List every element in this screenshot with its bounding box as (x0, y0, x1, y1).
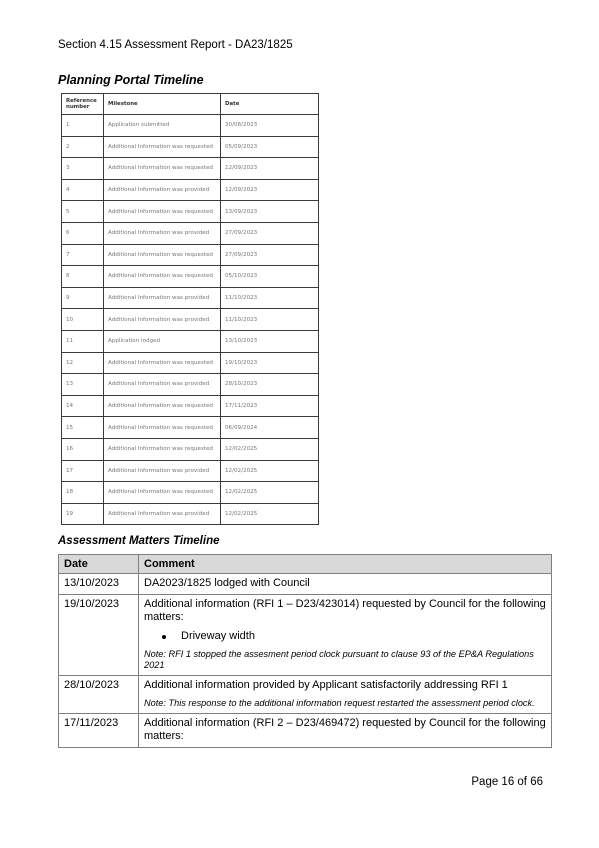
cell-milestone: Additional Information was requested (104, 266, 221, 288)
cell-ref: 19 (62, 503, 104, 525)
cell-ref: 3 (62, 158, 104, 180)
cell-milestone: Additional Information was provided (104, 460, 221, 482)
cell-date: 28/10/2023 (221, 374, 319, 396)
note-text: Note: This response to the additional information request restarted the assessment period clock. (144, 698, 535, 708)
cell-milestone: Additional Information was requested (104, 438, 221, 460)
table-row (62, 266, 319, 288)
cell-milestone: Additional Information was provided (104, 222, 221, 244)
cell-ref: 2 (62, 136, 104, 158)
table-row (62, 482, 319, 504)
table-row (59, 714, 552, 748)
col-header-date: Date (59, 555, 139, 574)
cell-date: 12/02/2025 (221, 438, 319, 460)
cell-date: 13/10/2023 (221, 330, 319, 352)
cell-milestone: Application submitted (104, 115, 221, 137)
table-row (62, 115, 319, 137)
cell-ref: 12 (62, 352, 104, 374)
col-header-date: Date (221, 94, 319, 115)
table-row (59, 676, 552, 714)
table-row (62, 503, 319, 525)
cell-date: 17/11/2023 (221, 395, 319, 417)
cell-milestone: Additional Information was requested (104, 395, 221, 417)
col-header-reference: Reference number (62, 94, 104, 115)
cell-date: 28/10/2023 (59, 676, 139, 714)
table-row (62, 201, 319, 223)
cell-ref: 11 (62, 330, 104, 352)
cell-milestone: Additional Information was requested (104, 201, 221, 223)
report-header: Section 4.15 Assessment Report - DA23/1825 (58, 39, 293, 51)
cell-milestone: Additional Information was requested (104, 352, 221, 374)
cell-date: 12/02/2025 (221, 460, 319, 482)
cell-date: 19/10/2023 (221, 352, 319, 374)
cell-date: 13/10/2023 (59, 574, 139, 595)
cell-ref: 18 (62, 482, 104, 504)
cell-milestone: Additional Information was provided (104, 503, 221, 525)
comment-text: DA2023/1825 lodged with Council (144, 577, 310, 589)
cell-date: 30/08/2023 (221, 115, 319, 137)
cell-comment (139, 714, 552, 748)
cell-date: 13/09/2023 (221, 201, 319, 223)
comment-text: Additional information provided by Applicant satisfactorily addressing RFI 1 (144, 679, 508, 691)
cell-milestone: Application lodged (104, 330, 221, 352)
table-row (62, 244, 319, 266)
cell-date: 12/02/2025 (221, 503, 319, 525)
table-row (62, 222, 319, 244)
cell-milestone: Additional Information was requested (104, 244, 221, 266)
bullet-text: Driveway width (181, 630, 255, 642)
table-row (62, 374, 319, 396)
matters-timeline-table (58, 554, 552, 748)
table-row (59, 595, 552, 676)
cell-date: 27/09/2023 (221, 244, 319, 266)
matters-timeline-heading: Assessment Matters Timeline (58, 535, 220, 547)
cell-date: 12/02/2025 (221, 482, 319, 504)
cell-ref: 14 (62, 395, 104, 417)
cell-ref: 1 (62, 115, 104, 137)
table-row (62, 330, 319, 352)
cell-comment (139, 676, 552, 714)
cell-milestone: Additional Information was requested (104, 482, 221, 504)
cell-ref: 17 (62, 460, 104, 482)
col-header-milestone: Milestone (104, 94, 221, 115)
table-row (62, 309, 319, 331)
table-row (62, 460, 319, 482)
table-row (62, 438, 319, 460)
cell-ref: 4 (62, 179, 104, 201)
cell-date: 11/10/2023 (221, 309, 319, 331)
cell-ref: 6 (62, 222, 104, 244)
cell-ref: 7 (62, 244, 104, 266)
cell-ref: 10 (62, 309, 104, 331)
comment-text: Additional information (RFI 2 – D23/469472) requested by Council for the following matters: (144, 717, 546, 742)
cell-date: 17/11/2023 (59, 714, 139, 748)
cell-milestone: Additional Information was provided (104, 287, 221, 309)
cell-milestone: Additional Information was requested (104, 417, 221, 439)
table-row (62, 136, 319, 158)
cell-ref: 16 (62, 438, 104, 460)
cell-date: 27/09/2023 (221, 222, 319, 244)
page-number: Page 16 of 66 (471, 776, 543, 788)
cell-date: 06/09/2024 (221, 417, 319, 439)
cell-milestone: Additional Information was provided (104, 374, 221, 396)
cell-date: 05/10/2023 (221, 266, 319, 288)
portal-timeline-heading: Planning Portal Timeline (58, 73, 204, 87)
table-row (62, 352, 319, 374)
cell-comment (139, 595, 552, 676)
table-row (62, 158, 319, 180)
note-text: Note: RFI 1 stopped the assesment period clock pursuant to clause 93 of the EP&A Regulations 2021 (144, 649, 534, 670)
cell-ref: 5 (62, 201, 104, 223)
cell-ref: 8 (62, 266, 104, 288)
cell-comment (139, 574, 552, 595)
cell-ref: 9 (62, 287, 104, 309)
table-row (62, 395, 319, 417)
bullet-icon (162, 635, 166, 639)
bullet-item (162, 630, 546, 643)
table-row (62, 417, 319, 439)
cell-milestone: Additional Information was provided (104, 179, 221, 201)
cell-date: 12/09/2023 (221, 158, 319, 180)
cell-milestone: Additional Information was requested (104, 136, 221, 158)
portal-timeline-table (61, 93, 319, 525)
table-row (62, 287, 319, 309)
table-row (59, 574, 552, 595)
table-row (62, 179, 319, 201)
cell-date: 19/10/2023 (59, 595, 139, 676)
cell-date: 11/10/2023 (221, 287, 319, 309)
cell-date: 05/09/2023 (221, 136, 319, 158)
cell-date: 12/09/2023 (221, 179, 319, 201)
cell-milestone: Additional Information was requested (104, 158, 221, 180)
cell-ref: 13 (62, 374, 104, 396)
cell-ref: 15 (62, 417, 104, 439)
col-header-comment: Comment (139, 555, 552, 574)
cell-milestone: Additional Information was provided (104, 309, 221, 331)
comment-text: Additional information (RFI 1 – D23/423014) requested by Council for the following matters: (144, 598, 546, 623)
